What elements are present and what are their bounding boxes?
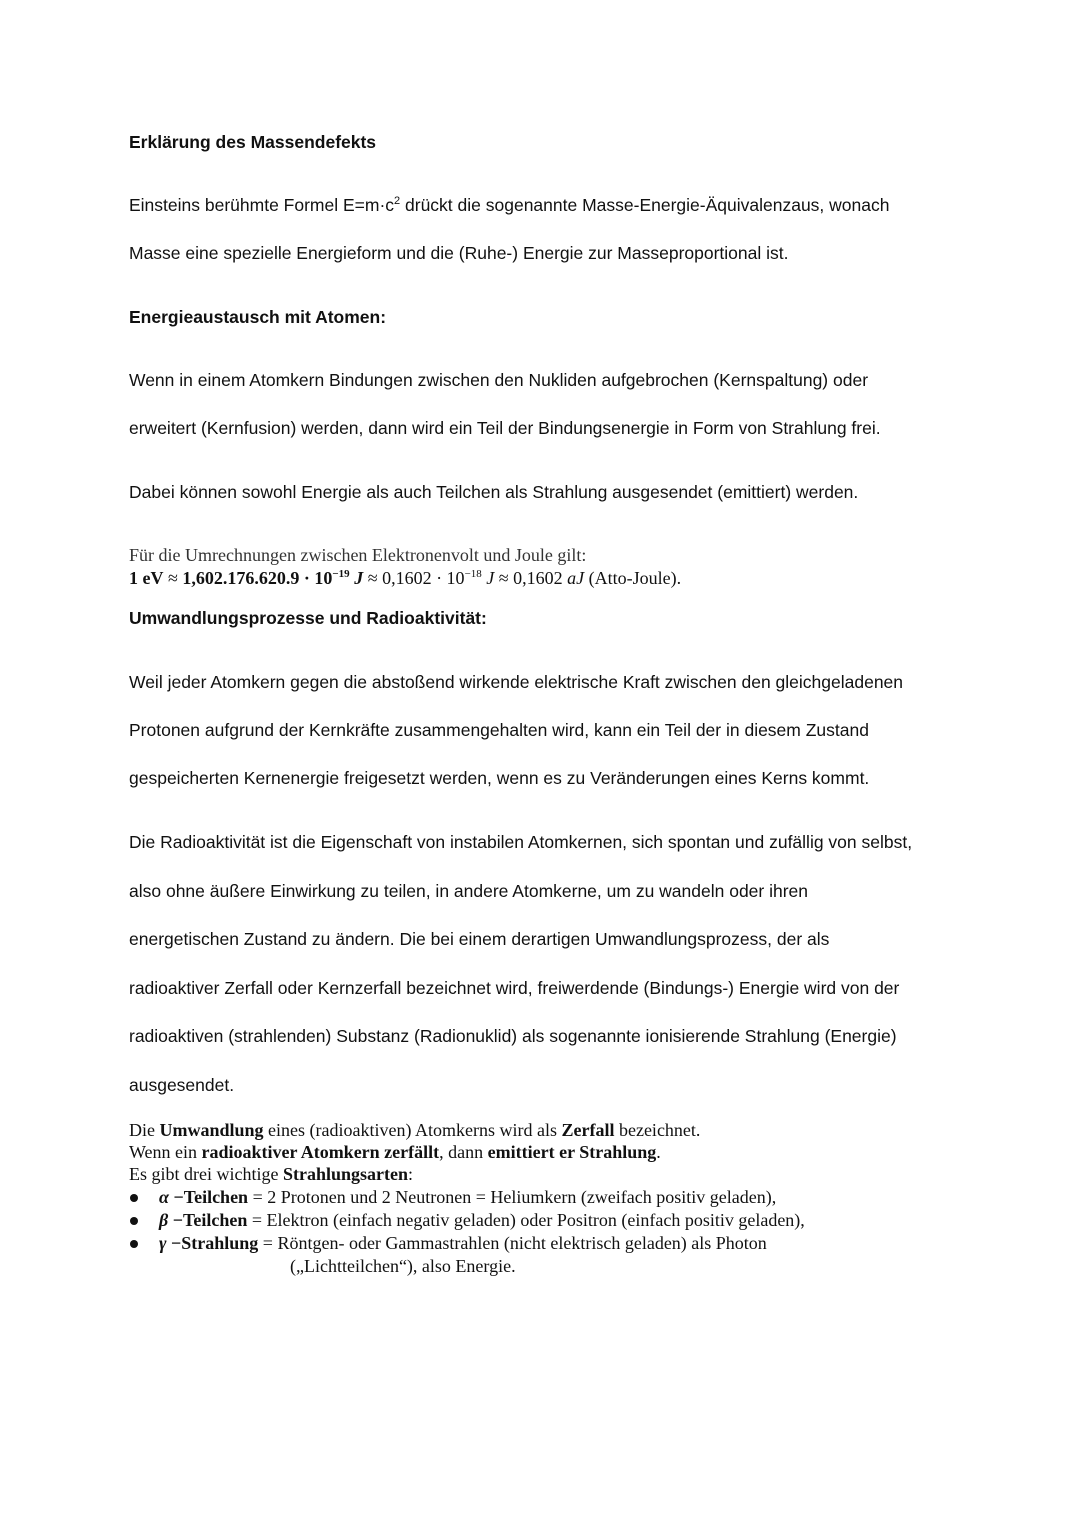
gamma-symbol: γ (159, 1233, 167, 1253)
radioaktivitaet-line-1: Die Radioaktivität ist die Eigenschaft von instabilen Atomkernen, sich spontan und zufällig von selbst, (129, 832, 913, 852)
list-item-alpha (159, 1186, 776, 1208)
einstein-exponent: 2 (394, 195, 401, 207)
gamma-description-cont: („Lichtteilchen“), also Energie. (290, 1256, 516, 1276)
text-run: Die (129, 1120, 160, 1140)
zerfall-line-2 (129, 1141, 661, 1163)
gamma-description: = Röntgen- oder Gammastrahlen (nicht elektrisch geladen) als Photon (258, 1233, 767, 1253)
emission-line: Dabei können sowohl Energie als auch Teilchen als Strahlung ausgesendet (emittiert) werden. (129, 482, 859, 502)
gamma-name: −Strahlung (166, 1233, 259, 1253)
bullet-dot (130, 1194, 138, 1202)
list-item-beta (159, 1209, 805, 1231)
einstein-line-1 (129, 194, 889, 216)
atomkern-line-2: erweitert (Kernfusion) werden, dann wird ein Teil der Bindungsenergie in Form von Strahlung frei. (129, 418, 881, 438)
radioaktivitaet-line-3: energetischen Zustand zu ändern. Die bei einem derartigen Umwandlungsprozess, der als (129, 929, 830, 949)
radioaktivitaet-line-2: also ohne äußere Einwirkung zu teilen, in andere Atomkerne, um zu wandeln oder ihren (129, 881, 809, 901)
term-emittiert-strahlung: emittiert er Strahlung (487, 1142, 657, 1162)
joule-unit-2: J (481, 568, 495, 588)
heading-massendefekt: Erklärung des Massendefekts (129, 132, 377, 152)
approx-sign: ≈ (163, 568, 183, 588)
text-run: eines (radioaktiven) Atomkerns wird als (263, 1120, 562, 1140)
text-run: . (656, 1142, 661, 1162)
formula-mid: ≈ 0,1602 · 10 (363, 568, 465, 588)
kernkraefte-line-1: Weil jeder Atomkern gegen die abstoßend wirkende elektrische Kraft zwischen den gleichgeladenen (129, 672, 904, 692)
exponent-19: −19 (332, 568, 350, 580)
term-zerfall: Zerfall (561, 1120, 615, 1140)
ev-unit: 1 eV (129, 568, 164, 588)
joule-unit: J (349, 568, 364, 588)
umrechnung-intro: Für die Umrechnungen zwischen Elektronenvolt und Joule gilt: (129, 545, 587, 565)
radioaktivitaet-line-4: radioaktiver Zerfall oder Kernzerfall bezeichnet wird, freiwerdende (Bindungs-) Energie wird von der (129, 978, 900, 998)
umrechnung-formula (129, 567, 681, 589)
text-run: : (407, 1164, 413, 1184)
list-item-gamma (159, 1232, 767, 1254)
formula-tail: (Atto-Joule). (584, 568, 682, 588)
text-run: Wenn ein (129, 1142, 202, 1162)
beta-symbol: β (159, 1210, 169, 1230)
radioaktivitaet-line-6: ausgesendet. (129, 1075, 235, 1095)
einstein-line-2: Masse eine spezielle Energieform und die (Ruhe-) Energie zur Masseproportional ist. (129, 243, 789, 263)
text-run: Es gibt drei wichtige (129, 1164, 283, 1184)
formula-approx2: ≈ 0,1602 (494, 568, 568, 588)
alpha-symbol: α (159, 1187, 169, 1207)
alpha-description: = 2 Protonen und 2 Neutronen = Heliumkern (zweifach positiv geladen), (248, 1187, 777, 1207)
einstein-post: drückt die sogenannte Masse-Energie-Äquivalenzaus, wonach (400, 195, 890, 215)
heading-umwandlung: Umwandlungsprozesse und Radioaktivität: (129, 608, 487, 628)
ev-value: 1,602.176.620.9 · 10 (182, 568, 333, 588)
term-atomkern-zerfaellt: radioaktiver Atomkern zerfällt (201, 1142, 440, 1162)
beta-name: −Teilchen (168, 1210, 248, 1230)
radioaktivitaet-line-5: radioaktiven (strahlenden) Substanz (Radionuklid) als sogenannte ionisierende Strahlung (Energie) (129, 1026, 897, 1046)
heading-energieaustausch: Energieaustausch mit Atomen: (129, 307, 387, 327)
attojoule-unit: aJ (567, 568, 585, 588)
kernkraefte-line-2: Protonen aufgrund der Kernkräfte zusammengehalten wird, kann ein Teil der in diesem Zustand (129, 720, 869, 740)
text-run: , dann (439, 1142, 488, 1162)
term-strahlungsarten: Strahlungsarten (282, 1164, 408, 1184)
term-umwandlung: Umwandlung (159, 1120, 264, 1140)
text-run: bezeichnet. (614, 1120, 701, 1140)
bullet-dot (130, 1240, 138, 1248)
beta-description: = Elektron (einfach negativ geladen) oder Positron (einfach positiv geladen), (247, 1210, 805, 1230)
bullet-dot (130, 1217, 138, 1225)
zerfall-line-1 (129, 1119, 700, 1141)
einstein-pre: Einsteins berühmte Formel E=m·c (129, 195, 395, 215)
zerfall-line-3 (129, 1163, 413, 1185)
alpha-name: −Teilchen (168, 1187, 249, 1207)
kernkraefte-line-3: gespeicherten Kernenergie freigesetzt werden, wenn es zu Veränderungen eines Kerns kommt. (129, 768, 870, 788)
atomkern-line-1: Wenn in einem Atomkern Bindungen zwischen den Nukliden aufgebrochen (Kernspaltung) oder (129, 370, 869, 390)
exponent-18: −18 (464, 568, 482, 580)
